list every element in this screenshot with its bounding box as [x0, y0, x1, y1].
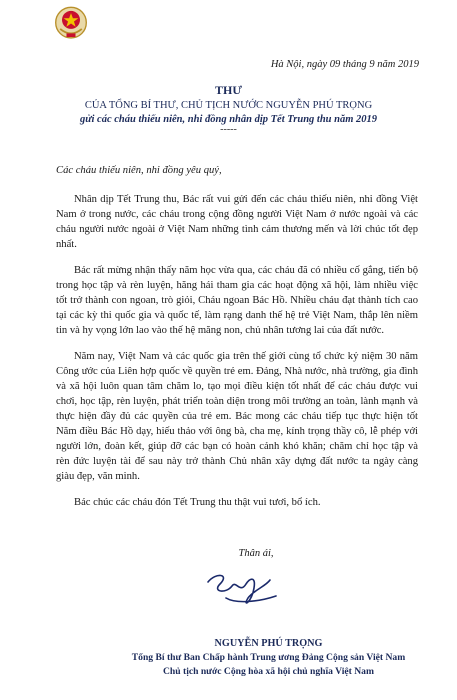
paragraph: Nhân dịp Tết Trung thu, Bác rất vui gửi đến các cháu thiếu niên, nhi đồng Việt Nam ở trong nước, các cháu trong cộng đồng người Việt Nam ở nước ngoài và các cháu người nước ngoài ở Việt Nam những tình cảm thương mến và lời chúc tốt đẹp nhất. [56, 194, 418, 250]
letter-title: THƯ [215, 83, 242, 97]
signatory-name: NGUYỄN PHÚ TRỌNG [214, 638, 323, 649]
signature-block [0, 636, 457, 679]
national-emblem-icon [53, 5, 89, 42]
letter-body [56, 163, 418, 510]
signatory-title: Tổng Bí thư Ban Chấp hành Trung ương Đảng Cộng sản Việt Nam [131, 652, 406, 663]
handwritten-signature [196, 568, 286, 618]
salutation: Các cháu thiếu niên, nhi đồng yêu quý, [56, 165, 222, 176]
closing-wish: Bác chúc các cháu đón Tết Trung thu thật vui tươi, bổ ích. [74, 497, 321, 508]
heading-separator: ----- [220, 124, 237, 135]
paragraph: Năm nay, Việt Nam và các quốc gia trên thế giới cùng tổ chức kỷ niệm 30 năm Công ước của Liên hợp quốc về quyền trẻ em. Đảng, Nhà nước, nhà trường, gia đình và xã hội luôn quan tâm chăm lo, tạo mọi điều kiện tốt nhất để các cháu được vui chơi, học tập, rèn luyện, phát triển toàn diện trong môi trường an toàn, lành mạnh và thực hiện đầy đủ các quyền của trẻ em. Bác mong các cháu tiếp tục thực hiện tốt Năm điều Bác Hồ dạy, hiếu thảo với ông bà, cha mẹ, kính trọng thầy cô, lễ phép với người lớn, đoàn kết, giúp đỡ các bạn có hoàn cảnh khó khăn; chăm chỉ học tập và rèn đức luyện tài để sau này trở thành Chủ nhân xây dựng đất nước ta ngày càng giàu đẹp, văn minh. [56, 351, 418, 482]
date-line: Hà Nội, ngày 09 tháng 9 năm 2019 [270, 59, 419, 70]
signatory-title: Chủ tịch nước Cộng hòa xã hội chủ nghĩa Việt Nam [163, 666, 374, 677]
letter-recipients: gửi các cháu thiếu niên, nhi đồng nhân dịp Tết Trung thu năm 2019 [79, 114, 378, 125]
sign-off: Thân ái, [238, 548, 274, 559]
letter-sender: CỦA TỔNG BÍ THƯ, CHỦ TỊCH NƯỚC NGUYỄN PHÚ TRỌNG [84, 100, 373, 111]
letter-heading [0, 83, 457, 133]
paragraph: Bác rất mừng nhận thấy năm học vừa qua, các cháu đã có nhiều cố gắng, tiến bộ trong học tập và rèn luyện, hăng hái tham gia các hoạt động xã hội, làm nhiều việc tốt trở thành con ngoan, trò giỏi, Cháu ngoan Bác Hồ. Nhiều cháu đạt thành tích cao tại các kỳ thi quốc gia và quốc tế, làm rạng danh thế hệ trẻ Việt Nam, thắp lên niềm tin và hy vọng lớn lao vào thế hệ măng non, chủ nhân tương lai của đất nước. [56, 265, 418, 336]
